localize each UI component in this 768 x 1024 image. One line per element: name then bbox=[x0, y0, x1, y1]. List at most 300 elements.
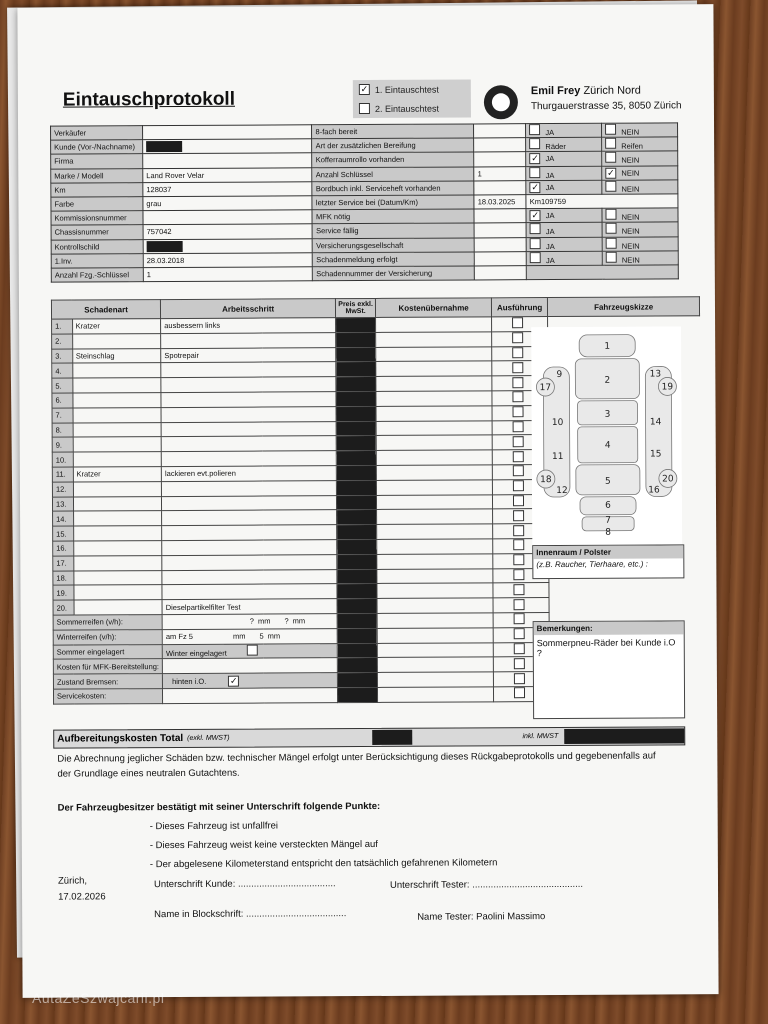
option-label: JA bbox=[545, 154, 555, 164]
checkbox-icon[interactable] bbox=[359, 103, 370, 114]
vehicle-field-label: Kontrollschild bbox=[51, 239, 143, 254]
row-number: 4. bbox=[52, 363, 73, 378]
price-cell-redacted bbox=[336, 451, 376, 466]
row-number: 18. bbox=[53, 571, 74, 586]
row-number: 8. bbox=[52, 423, 73, 438]
checkbox-icon[interactable]: ✓ bbox=[531, 210, 540, 221]
checkbox-icon[interactable] bbox=[512, 392, 523, 403]
checkbox-icon[interactable] bbox=[512, 347, 523, 358]
cost-coverage[interactable] bbox=[376, 450, 492, 465]
brand-name: Emil Frey Zürich Nord bbox=[530, 84, 641, 98]
price-cell-redacted bbox=[336, 362, 376, 377]
damage-type[interactable] bbox=[73, 526, 162, 541]
equipment-field-value[interactable] bbox=[474, 223, 526, 237]
cost-coverage[interactable] bbox=[377, 494, 493, 509]
price-cell-redacted bbox=[338, 687, 378, 702]
checkbox-icon[interactable] bbox=[605, 124, 616, 135]
checkbox-icon[interactable] bbox=[529, 138, 540, 149]
option-a[interactable] bbox=[526, 152, 602, 167]
row-number: 9. bbox=[52, 437, 73, 452]
checkbox-icon[interactable] bbox=[512, 332, 523, 343]
total-value-redacted bbox=[372, 730, 412, 745]
vehicle-field-value[interactable]: Land Rover Velar bbox=[143, 167, 313, 182]
price-cell-redacted bbox=[336, 436, 376, 451]
extra-value[interactable] bbox=[162, 658, 337, 674]
cost-coverage[interactable] bbox=[378, 687, 494, 702]
damage-type[interactable] bbox=[73, 452, 162, 467]
sketch-label: 14 bbox=[649, 417, 662, 428]
work-step[interactable] bbox=[162, 480, 337, 496]
work-step[interactable] bbox=[162, 525, 337, 541]
brakes-rear: hinten i.O. bbox=[172, 676, 207, 686]
work-step[interactable]: ausbessern links bbox=[161, 318, 336, 334]
work-step[interactable] bbox=[162, 495, 337, 511]
tester-signature[interactable]: Unterschrift Tester: .......................................... bbox=[389, 878, 584, 891]
price-cell-redacted bbox=[336, 391, 376, 406]
work-step[interactable] bbox=[161, 377, 336, 393]
cost-coverage[interactable] bbox=[376, 317, 492, 332]
cost-coverage[interactable] bbox=[376, 391, 492, 406]
option-b[interactable] bbox=[602, 151, 678, 166]
sketch-label: 4 bbox=[604, 440, 611, 451]
unit: mm bbox=[232, 631, 246, 641]
cost-coverage[interactable] bbox=[377, 598, 493, 613]
option-label: NEIN bbox=[621, 226, 640, 237]
option-label: JA bbox=[545, 255, 555, 265]
equipment-field-label: Bordbuch inkl. Serviceheft vorhanden bbox=[312, 181, 474, 196]
test-option-1[interactable] bbox=[353, 79, 471, 99]
checkbox-icon[interactable] bbox=[605, 181, 616, 192]
block-name[interactable]: Name in Blockschrift: ...................................... bbox=[154, 908, 347, 921]
unit: mm bbox=[257, 616, 271, 626]
row-number: 1. bbox=[52, 319, 73, 334]
equipment-field-label: Art der zusätzlichen Bereifung bbox=[312, 138, 474, 153]
header-kostenuebernahme: Kostenübernahme bbox=[376, 298, 492, 318]
vehicle-field-value[interactable] bbox=[143, 125, 313, 140]
equipment-field-value[interactable]: 18.03.2025 bbox=[474, 195, 526, 209]
equipment-field-label: Schadennummer der Versicherung bbox=[313, 266, 475, 281]
sketch-label: 12 bbox=[556, 485, 568, 497]
row-number: 12. bbox=[52, 482, 73, 497]
confirm-point: - Der abgelesene Kilometerstand entspricht den tatsächlich gefahrenen Kilometern bbox=[149, 857, 498, 871]
option-a[interactable] bbox=[526, 166, 602, 181]
price-cell-redacted bbox=[337, 569, 377, 584]
option-label: JA bbox=[545, 211, 555, 221]
equipment-field-value[interactable] bbox=[474, 152, 526, 166]
option-label: NEIN bbox=[621, 241, 640, 251]
sketch-label: 2 bbox=[604, 375, 611, 386]
checkbox-icon[interactable] bbox=[513, 480, 524, 491]
checkbox-icon[interactable] bbox=[513, 510, 524, 521]
option-label: NEIN bbox=[621, 156, 640, 166]
cost-coverage[interactable] bbox=[377, 657, 493, 672]
header-preis: Preis exkl. MwSt. bbox=[336, 298, 376, 317]
cost-coverage[interactable] bbox=[376, 361, 492, 376]
winter-rear: 5 bbox=[259, 631, 264, 641]
checkbox-icon[interactable] bbox=[513, 569, 524, 580]
total-label: Aufbereitungskosten Total bbox=[57, 732, 184, 745]
option-label: JA bbox=[545, 227, 555, 237]
option-b[interactable] bbox=[602, 180, 678, 195]
damage-type[interactable] bbox=[72, 363, 161, 378]
execution-cell bbox=[493, 598, 549, 613]
checkbox-icon[interactable] bbox=[513, 643, 524, 654]
vehicle-field-value[interactable] bbox=[143, 210, 313, 225]
cost-coverage[interactable] bbox=[377, 554, 493, 569]
checkbox-icon[interactable] bbox=[605, 138, 616, 149]
damage-type[interactable] bbox=[73, 496, 162, 511]
checkbox-icon[interactable] bbox=[514, 687, 525, 698]
work-step[interactable] bbox=[162, 510, 337, 526]
sketch-label: 15 bbox=[650, 449, 662, 460]
vehicle-field-label: Chassisnummer bbox=[51, 225, 143, 240]
work-step[interactable]: Spotrepair bbox=[161, 347, 336, 363]
checkbox-icon[interactable] bbox=[512, 466, 523, 477]
damage-type[interactable] bbox=[74, 600, 163, 615]
sketch-label: 16 bbox=[648, 485, 660, 496]
confirm-point: - Dieses Fahrzeug weist keine versteckten Mängel auf bbox=[149, 838, 378, 852]
header-schadenart: Schadenart bbox=[51, 300, 160, 320]
cost-coverage[interactable] bbox=[376, 435, 492, 450]
brand-address: Thurgauerstrasse 35, 8050 Zürich bbox=[530, 100, 682, 113]
test-option-label: 1. Eintauschtest bbox=[374, 84, 439, 95]
sketch-label: 11 bbox=[552, 451, 564, 463]
extra-value[interactable] bbox=[162, 628, 337, 644]
confirm-point: - Dieses Fahrzeug ist unfallfrei bbox=[149, 820, 279, 833]
row-number: 6. bbox=[52, 393, 73, 408]
price-cell-redacted bbox=[337, 554, 377, 569]
work-step[interactable] bbox=[161, 421, 336, 437]
option-b[interactable] bbox=[602, 137, 678, 152]
extra-value[interactable] bbox=[163, 688, 338, 704]
price-cell-redacted bbox=[336, 347, 376, 362]
option-label: JA bbox=[545, 170, 555, 180]
checkbox-icon[interactable] bbox=[530, 252, 541, 263]
extra-label: Sommer eingelagert bbox=[53, 644, 162, 659]
option-label: NEIN bbox=[621, 255, 640, 265]
sketch-label: 17 bbox=[539, 383, 552, 394]
vehicle-field-value[interactable]: 28.03.2018 bbox=[143, 252, 313, 267]
cost-coverage[interactable] bbox=[377, 642, 493, 657]
sketch-label: 7 bbox=[605, 515, 611, 526]
option-label: JA bbox=[545, 182, 555, 192]
damage-type[interactable] bbox=[73, 393, 162, 408]
extra-label: Zustand Bremsen: bbox=[53, 674, 162, 689]
work-step[interactable] bbox=[162, 584, 337, 600]
option-label: NEIN bbox=[621, 212, 640, 222]
damage-type[interactable] bbox=[73, 511, 162, 526]
vehicle-field-value[interactable]: grau bbox=[143, 196, 313, 211]
work-step[interactable]: lackieren evt.polieren bbox=[161, 466, 336, 482]
vehicle-field-value[interactable] bbox=[143, 139, 313, 154]
summer-front: ? bbox=[249, 616, 254, 626]
row-number: 11. bbox=[52, 467, 73, 482]
checkbox-icon[interactable] bbox=[513, 599, 524, 610]
option-b[interactable] bbox=[602, 123, 678, 138]
row-number: 13. bbox=[52, 497, 73, 512]
sketch-label: 1 bbox=[604, 341, 611, 352]
cost-coverage[interactable] bbox=[378, 672, 494, 687]
cost-coverage[interactable] bbox=[376, 406, 492, 421]
customer-signature[interactable]: Unterschrift Kunde: ..................................... bbox=[153, 878, 336, 891]
damage-row bbox=[53, 597, 701, 615]
damage-type[interactable]: Steinschlag bbox=[72, 348, 161, 363]
checkbox-icon[interactable] bbox=[514, 673, 525, 684]
row-number: 2. bbox=[52, 334, 73, 349]
work-step[interactable] bbox=[161, 332, 336, 348]
interior-label: Innenraum / Polster bbox=[536, 547, 611, 558]
checkbox-icon[interactable] bbox=[513, 614, 524, 625]
redacted-block bbox=[146, 141, 182, 152]
option-a[interactable] bbox=[526, 137, 602, 152]
equipment-field-value[interactable] bbox=[474, 209, 526, 223]
test-selector bbox=[353, 79, 471, 118]
total-hint: (exkl. MWST) bbox=[187, 734, 230, 742]
checkbox-icon[interactable] bbox=[512, 436, 523, 447]
checkbox-icon[interactable] bbox=[513, 628, 524, 639]
price-cell-redacted bbox=[337, 628, 377, 643]
option-a[interactable] bbox=[526, 208, 602, 223]
sketch-label: 20 bbox=[662, 474, 674, 485]
tester-name: Name Tester: Paolini Massimo bbox=[417, 911, 546, 923]
row-number: 3. bbox=[52, 349, 73, 364]
vehicle-field-label: Farbe bbox=[51, 197, 143, 212]
row-number: 5. bbox=[52, 378, 73, 393]
checkbox-icon[interactable] bbox=[512, 451, 523, 462]
vehicle-field-value[interactable] bbox=[143, 153, 313, 168]
damage-type[interactable]: Kratzer bbox=[73, 467, 162, 482]
checkbox-icon[interactable] bbox=[512, 421, 523, 432]
cost-coverage[interactable] bbox=[376, 346, 492, 361]
price-cell-redacted bbox=[338, 673, 378, 688]
service-km[interactable]: Km109759 bbox=[526, 194, 678, 209]
unit: mm bbox=[267, 631, 281, 641]
damage-type[interactable] bbox=[72, 378, 161, 393]
checkbox-icon[interactable] bbox=[605, 152, 616, 163]
checkbox-icon[interactable] bbox=[513, 584, 524, 595]
winter-note: am Fz 5 bbox=[165, 632, 193, 642]
checkbox-icon[interactable] bbox=[606, 209, 617, 220]
sketch-label: 10 bbox=[551, 417, 564, 429]
cost-coverage[interactable] bbox=[376, 376, 492, 391]
checkbox-icon[interactable] bbox=[512, 377, 523, 388]
damage-type[interactable] bbox=[73, 407, 162, 422]
sketch-label: 18 bbox=[540, 475, 552, 486]
vehicle-field-value[interactable]: 128037 bbox=[143, 182, 313, 197]
extra-value[interactable] bbox=[162, 643, 337, 659]
price-cell-redacted bbox=[336, 465, 376, 480]
price-cell-redacted bbox=[336, 317, 376, 332]
sketch-label: 8 bbox=[605, 527, 612, 538]
equipment-field-value[interactable] bbox=[475, 266, 527, 280]
cost-coverage[interactable] bbox=[377, 568, 493, 583]
extra-label: Winterreifen (v/h): bbox=[53, 629, 162, 644]
option-label: NEIN bbox=[621, 127, 640, 137]
row-number: 20. bbox=[53, 600, 74, 615]
checkbox-icon[interactable] bbox=[512, 362, 523, 373]
option-label: JA bbox=[545, 241, 555, 251]
row-number: 7. bbox=[52, 408, 73, 423]
sketch-label: 13 bbox=[649, 369, 662, 380]
equipment-field-label: Kofferraumrollo vorhanden bbox=[312, 152, 474, 167]
remarks-box[interactable] bbox=[533, 620, 686, 719]
checkbox-icon[interactable] bbox=[530, 238, 541, 249]
price-cell-redacted bbox=[336, 421, 376, 436]
option-a[interactable] bbox=[526, 251, 602, 266]
test-option-2[interactable] bbox=[353, 98, 471, 118]
checkbox-icon[interactable] bbox=[529, 124, 540, 135]
cost-coverage[interactable] bbox=[377, 509, 493, 524]
empty-cell bbox=[527, 265, 679, 280]
remarks-label: Bemerkungen: bbox=[534, 621, 684, 635]
equipment-field-label: MFK nötig bbox=[312, 209, 474, 224]
checkbox-icon[interactable]: ✓ bbox=[607, 167, 615, 178]
summer-rear: ? bbox=[284, 616, 289, 626]
confirm-points bbox=[150, 815, 498, 874]
damage-type[interactable] bbox=[73, 437, 162, 452]
work-step[interactable] bbox=[161, 436, 336, 452]
signature-place: Zürich, bbox=[57, 875, 88, 887]
option-b[interactable] bbox=[602, 236, 678, 251]
emil-frey-logo-icon bbox=[484, 85, 518, 119]
row-number: 16. bbox=[53, 541, 74, 556]
total-row bbox=[53, 726, 685, 748]
price-cell-redacted bbox=[337, 643, 377, 658]
damage-type[interactable] bbox=[73, 570, 162, 585]
cost-coverage[interactable] bbox=[377, 524, 493, 539]
equipment-field-value[interactable] bbox=[474, 180, 526, 194]
equipment-field-value[interactable] bbox=[474, 138, 526, 152]
cost-coverage[interactable] bbox=[377, 613, 493, 628]
equipment-field-value[interactable] bbox=[474, 237, 526, 251]
document-title: Eintauschprotokoll bbox=[62, 88, 236, 111]
extra-label: Kosten für MFK-Bereitstellung: bbox=[53, 659, 162, 674]
price-cell-redacted bbox=[337, 539, 377, 554]
work-step[interactable] bbox=[162, 540, 337, 556]
damage-type[interactable] bbox=[73, 422, 162, 437]
cost-coverage[interactable] bbox=[377, 628, 493, 643]
equipment-field-value[interactable] bbox=[475, 251, 527, 265]
extra-value[interactable] bbox=[162, 614, 337, 630]
cost-coverage[interactable] bbox=[377, 583, 493, 598]
price-cell-redacted bbox=[337, 613, 377, 628]
checkbox-icon[interactable] bbox=[530, 167, 541, 178]
checkbox-icon[interactable] bbox=[606, 237, 617, 248]
checkbox-icon[interactable] bbox=[513, 554, 524, 565]
vehicle-field-label: Anzahl Fzg.-Schlüssel bbox=[51, 268, 143, 283]
price-cell-redacted bbox=[336, 406, 376, 421]
cost-coverage[interactable] bbox=[376, 332, 492, 347]
option-label: NEIN bbox=[621, 168, 640, 178]
checkbox-icon[interactable]: ✓ bbox=[531, 181, 539, 192]
equipment-field-label: Versicherungsgesellschaft bbox=[313, 237, 475, 252]
work-step[interactable] bbox=[161, 392, 336, 408]
work-step[interactable]: Dieselpartikelfilter Test bbox=[162, 599, 337, 615]
vehicle-field-label: Marke / Modell bbox=[51, 168, 143, 183]
work-step[interactable] bbox=[162, 569, 337, 585]
sketch-label: 9 bbox=[556, 369, 563, 381]
damage-type[interactable] bbox=[74, 585, 163, 600]
extra-value[interactable] bbox=[163, 673, 338, 689]
checkbox-icon[interactable] bbox=[513, 540, 524, 551]
row-number: 15. bbox=[53, 526, 74, 541]
option-label: Reifen bbox=[621, 141, 643, 151]
work-step[interactable] bbox=[161, 451, 336, 467]
option-b[interactable] bbox=[602, 222, 678, 237]
checkbox-icon[interactable] bbox=[606, 251, 617, 262]
checkbox-icon[interactable] bbox=[247, 645, 258, 656]
checkbox-icon[interactable] bbox=[513, 525, 524, 536]
interior-box bbox=[532, 544, 684, 579]
equipment-field-value[interactable] bbox=[474, 124, 526, 138]
work-step[interactable] bbox=[161, 362, 336, 378]
equipment-field-label: letzter Service bei (Datum/Km) bbox=[312, 195, 474, 210]
vehicle-field-label: Kommissionsnummer bbox=[51, 211, 143, 226]
cost-coverage[interactable] bbox=[377, 539, 493, 554]
damage-type[interactable]: Kratzer bbox=[72, 319, 161, 334]
option-label: JA bbox=[545, 128, 555, 138]
option-a[interactable] bbox=[526, 237, 602, 252]
disclaimer: Die Abrechnung jeglicher Schäden bzw. technischer Mängel erfolgt unter Berücksichtigung dieses Rückgabeprotokolls und gegebenenfalls auf der Grundlage eines neutralen Gutachtens. bbox=[57, 750, 656, 780]
checkbox-icon[interactable] bbox=[513, 495, 524, 506]
checkbox-icon[interactable] bbox=[512, 318, 523, 329]
checkbox-icon[interactable] bbox=[512, 406, 523, 417]
damage-type[interactable] bbox=[72, 333, 161, 348]
vehicle-field-label: Kunde (Vor-/Nachname) bbox=[51, 140, 143, 155]
damage-type[interactable] bbox=[73, 541, 162, 556]
cost-coverage[interactable] bbox=[376, 420, 492, 435]
vehicle-field-value[interactable]: 1 bbox=[143, 267, 313, 282]
work-step[interactable] bbox=[161, 406, 336, 422]
vehicle-field-value[interactable] bbox=[143, 238, 313, 253]
checkbox-icon[interactable] bbox=[606, 223, 617, 234]
damage-type[interactable] bbox=[73, 555, 162, 570]
option-a[interactable] bbox=[526, 180, 602, 195]
equipment-field-label: 8-fach bereit bbox=[312, 124, 474, 139]
interior-hint: (z.B. Raucher, Tierhaare, etc.) : bbox=[536, 559, 648, 570]
confirm-title: Der Fahrzeugbesitzer bestätigt mit seiner Unterschrift folgende Punkte: bbox=[57, 800, 381, 814]
row-number: 17. bbox=[53, 556, 74, 571]
option-a[interactable] bbox=[526, 123, 602, 138]
price-cell-redacted bbox=[337, 584, 377, 599]
option-b[interactable] bbox=[602, 251, 678, 266]
option-a[interactable] bbox=[526, 223, 602, 238]
checkbox-icon[interactable]: ✓ bbox=[229, 675, 238, 686]
equipment-field-value[interactable]: 1 bbox=[474, 166, 526, 180]
cost-coverage[interactable] bbox=[377, 480, 493, 495]
row-number: 19. bbox=[53, 585, 74, 600]
row-number: 14. bbox=[53, 511, 74, 526]
checkbox-icon[interactable] bbox=[513, 658, 524, 669]
option-b[interactable] bbox=[602, 208, 678, 223]
header-fahrzeugskizze: Fahrzeugskizze bbox=[548, 297, 700, 317]
option-b[interactable] bbox=[602, 165, 678, 180]
damage-row bbox=[53, 582, 701, 600]
checkbox-icon[interactable]: ✓ bbox=[531, 153, 539, 164]
sketch-label: 3 bbox=[604, 409, 611, 420]
sketch-label: 5 bbox=[605, 476, 611, 487]
damage-type[interactable] bbox=[73, 481, 162, 496]
checkbox-icon[interactable]: ✓ bbox=[360, 83, 369, 95]
vehicle-info-row bbox=[51, 265, 678, 282]
unit: mm bbox=[292, 616, 306, 626]
equipment-field-label: Service fällig bbox=[313, 223, 475, 238]
work-step[interactable] bbox=[162, 554, 337, 570]
header-arbeitsschritt: Arbeitsschritt bbox=[161, 299, 336, 319]
checkbox-icon[interactable] bbox=[530, 223, 541, 234]
cost-coverage[interactable] bbox=[376, 465, 492, 480]
vehicle-field-value[interactable]: 757042 bbox=[143, 224, 313, 239]
